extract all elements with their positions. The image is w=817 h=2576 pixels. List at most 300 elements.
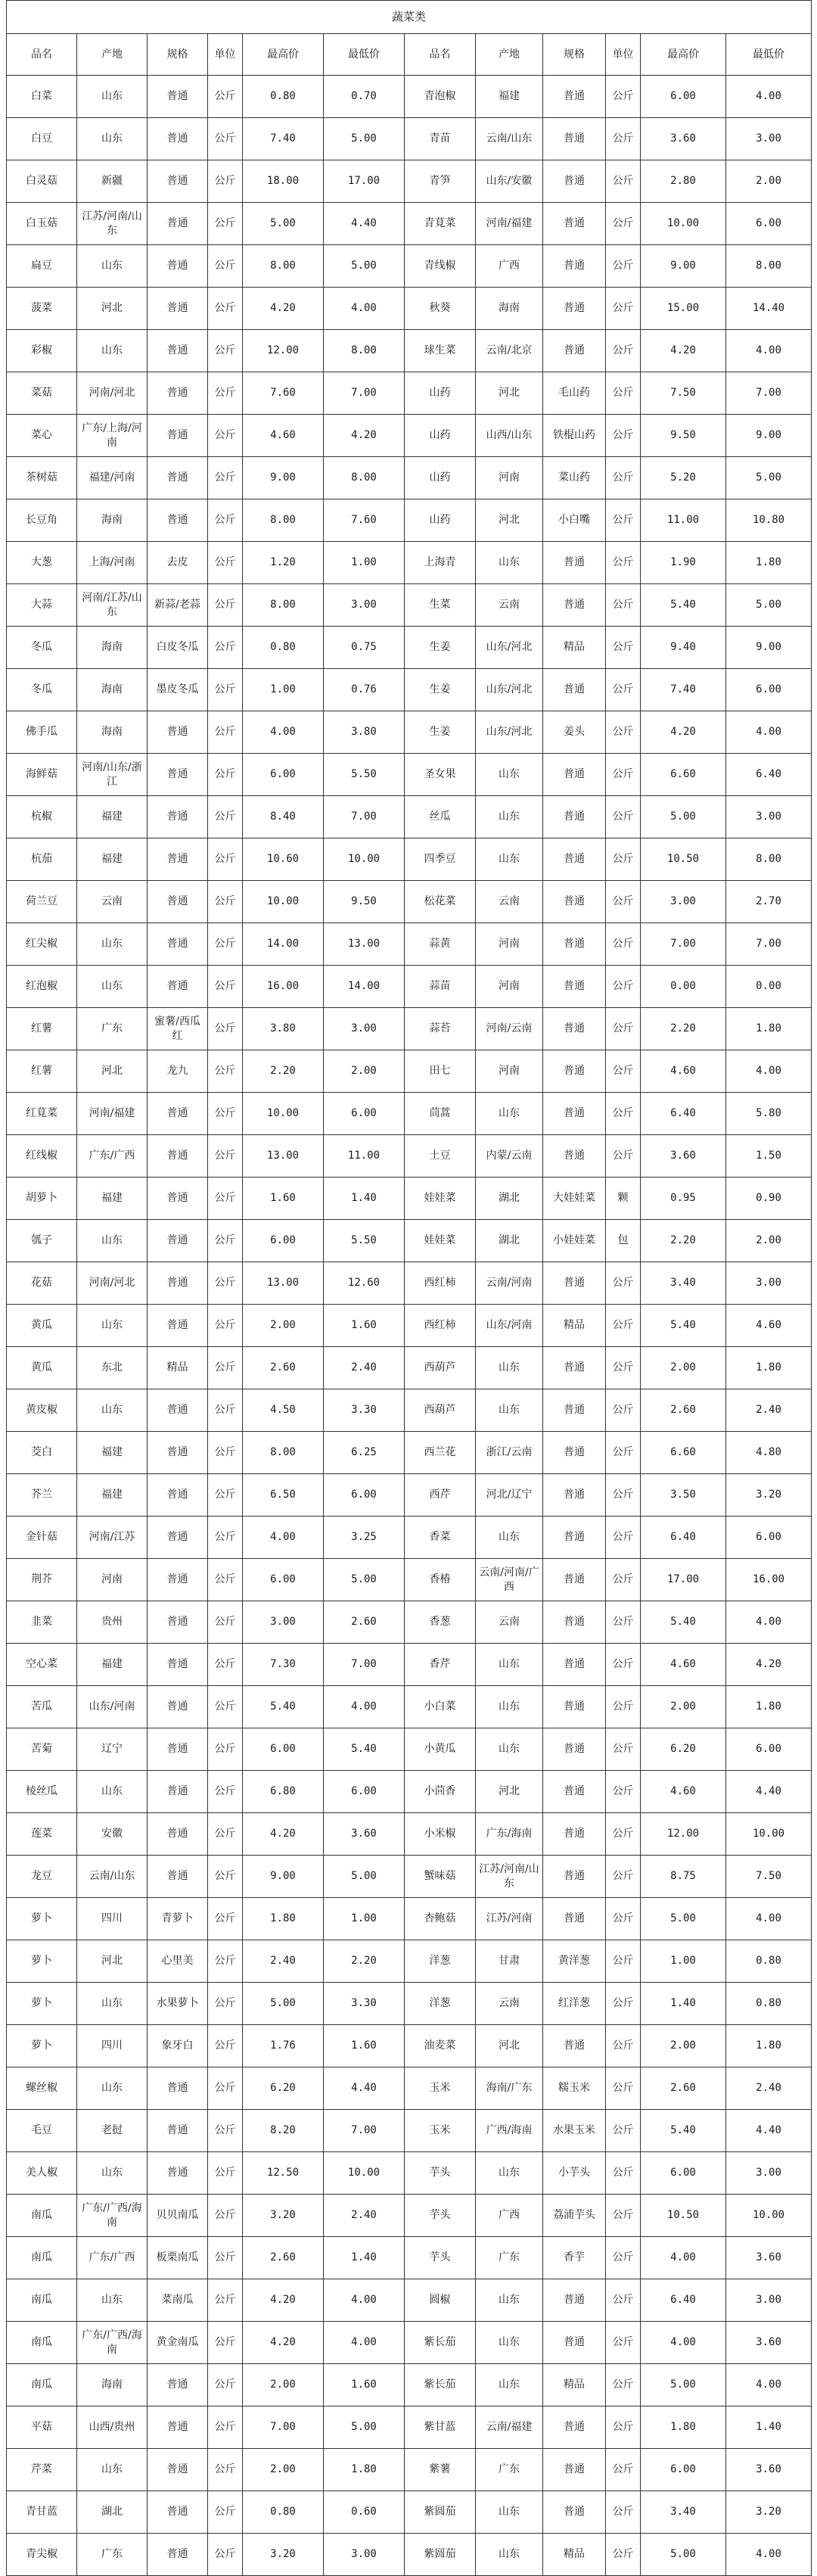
table-row	[7, 372, 812, 415]
cell-unit-left: 公斤	[208, 881, 243, 923]
cell-origin-left: 河南/福建	[77, 1093, 148, 1135]
cell-name-left: 菠菜	[7, 288, 77, 330]
cell-origin-left: 河北	[77, 1050, 148, 1093]
cell-min-price-right: 7.00	[726, 923, 812, 966]
cell-unit-right: 公斤	[606, 2237, 641, 2279]
cell-max-price-left: 0.80	[243, 76, 324, 118]
cell-min-price-right: 3.00	[726, 796, 812, 838]
cell-name-left: 青尖椒	[7, 2534, 77, 2576]
cell-min-price-left: 8.00	[324, 457, 405, 499]
cell-spec-left: 普通	[148, 203, 208, 245]
cell-max-price-left: 3.80	[243, 1008, 324, 1050]
cell-max-price-left: 5.40	[243, 1686, 324, 1728]
table-row	[7, 2025, 812, 2067]
cell-name-right: 玉米	[405, 2110, 476, 2152]
cell-spec-right: 普通	[543, 1771, 606, 1813]
cell-max-price-right: 3.50	[641, 1474, 726, 1517]
cell-min-price-right: 3.00	[726, 1262, 812, 1305]
cell-name-left: 萝卜	[7, 1940, 77, 1983]
cell-origin-right: 山东	[476, 2534, 543, 2576]
table-row	[7, 203, 812, 245]
table-row	[7, 1389, 812, 1432]
cell-unit-right: 公斤	[606, 584, 641, 627]
cell-min-price-right: 5.00	[726, 584, 812, 627]
cell-spec-right: 大娃娃菜	[543, 1178, 606, 1220]
table-row	[7, 923, 812, 966]
table-row	[7, 1262, 812, 1305]
cell-max-price-right: 1.40	[641, 1983, 726, 2025]
cell-name-left: 美人椒	[7, 2152, 77, 2195]
cell-max-price-right: 0.95	[641, 1178, 726, 1220]
cell-max-price-right: 2.00	[641, 1347, 726, 1389]
cell-name-left: 佛手瓜	[7, 711, 77, 754]
cell-unit-right: 颗	[606, 1178, 641, 1220]
cell-spec-left: 普通	[148, 288, 208, 330]
cell-origin-left: 辽宁	[77, 1728, 148, 1771]
cell-min-price-left: 4.00	[324, 1686, 405, 1728]
cell-origin-right: 海南	[476, 288, 543, 330]
cell-name-left: 瓠子	[7, 1220, 77, 1262]
cell-name-right: 紫长茄	[405, 2322, 476, 2364]
cell-spec-left: 普通	[148, 1644, 208, 1686]
cell-name-left: 长豆角	[7, 499, 77, 542]
table-row	[7, 415, 812, 457]
cell-spec-right: 普通	[543, 838, 606, 881]
cell-spec-left: 水果萝卜	[148, 1983, 208, 2025]
table-row	[7, 2110, 812, 2152]
cell-unit-right: 公斤	[606, 203, 641, 245]
cell-spec-left: 普通	[148, 1813, 208, 1856]
cell-name-right: 土豆	[405, 1135, 476, 1178]
cell-min-price-right: 9.00	[726, 627, 812, 669]
cell-unit-left: 公斤	[208, 627, 243, 669]
cell-min-price-right: 6.00	[726, 1517, 812, 1559]
cell-unit-left: 公斤	[208, 1432, 243, 1474]
cell-unit-right: 公斤	[606, 118, 641, 160]
cell-origin-right: 河北	[476, 499, 543, 542]
cell-max-price-left: 13.00	[243, 1135, 324, 1178]
table-row	[7, 2195, 812, 2237]
header-unit-left: 单位	[208, 34, 243, 76]
cell-max-price-right: 11.00	[641, 499, 726, 542]
cell-origin-right: 广西/海南	[476, 2110, 543, 2152]
cell-origin-left: 福建	[77, 796, 148, 838]
cell-max-price-right: 3.00	[641, 881, 726, 923]
cell-max-price-left: 0.80	[243, 627, 324, 669]
cell-max-price-left: 8.00	[243, 1432, 324, 1474]
cell-spec-left: 普通	[148, 1474, 208, 1517]
cell-min-price-right: 2.00	[726, 160, 812, 203]
cell-name-right: 洋葱	[405, 1940, 476, 1983]
cell-unit-left: 公斤	[208, 1728, 243, 1771]
cell-spec-left: 普通	[148, 881, 208, 923]
cell-name-right: 山药	[405, 499, 476, 542]
cell-spec-right: 普通	[543, 966, 606, 1008]
cell-origin-left: 山东	[77, 923, 148, 966]
cell-max-price-left: 4.50	[243, 1389, 324, 1432]
cell-spec-right: 普通	[543, 1135, 606, 1178]
cell-name-right: 西葫芦	[405, 1347, 476, 1389]
cell-unit-left: 公斤	[208, 76, 243, 118]
cell-origin-right: 山东/安徽	[476, 160, 543, 203]
cell-max-price-right: 9.40	[641, 627, 726, 669]
cell-max-price-left: 1.60	[243, 1178, 324, 1220]
cell-spec-right: 精品	[543, 1305, 606, 1347]
cell-name-right: 杏鲍菇	[405, 1898, 476, 1940]
cell-unit-right: 公斤	[606, 1305, 641, 1347]
cell-min-price-left: 1.60	[324, 1305, 405, 1347]
cell-min-price-right: 4.00	[726, 1898, 812, 1940]
cell-origin-right: 山东	[476, 1389, 543, 1432]
table-row	[7, 1728, 812, 1771]
cell-spec-right: 普通	[543, 1432, 606, 1474]
cell-name-right: 娃娃菜	[405, 1220, 476, 1262]
cell-max-price-right: 3.40	[641, 2491, 726, 2534]
cell-unit-right: 包	[606, 1220, 641, 1262]
cell-min-price-right: 0.80	[726, 1940, 812, 1983]
cell-unit-left: 公斤	[208, 2491, 243, 2534]
cell-max-price-left: 6.00	[243, 1728, 324, 1771]
cell-name-right: 香菜	[405, 1517, 476, 1559]
cell-min-price-left: 3.00	[324, 584, 405, 627]
cell-min-price-right: 1.50	[726, 1135, 812, 1178]
cell-min-price-right: 4.00	[726, 1601, 812, 1644]
cell-max-price-left: 3.20	[243, 2195, 324, 2237]
cell-unit-left: 公斤	[208, 330, 243, 372]
cell-unit-left: 公斤	[208, 1262, 243, 1305]
cell-name-right: 芋头	[405, 2195, 476, 2237]
cell-max-price-right: 7.40	[641, 669, 726, 711]
table-row	[7, 1178, 812, 1220]
header-row	[7, 34, 812, 76]
cell-max-price-right: 10.00	[641, 203, 726, 245]
cell-origin-right: 山东/河南	[476, 1305, 543, 1347]
header-name-right: 品名	[405, 34, 476, 76]
cell-max-price-right: 4.00	[641, 2322, 726, 2364]
cell-unit-left: 公斤	[208, 1686, 243, 1728]
cell-spec-left: 菜南瓜	[148, 2279, 208, 2322]
cell-unit-left: 公斤	[208, 542, 243, 584]
cell-origin-left: 湖北	[77, 2491, 148, 2534]
cell-origin-left: 福建	[77, 1178, 148, 1220]
cell-min-price-right: 1.80	[726, 1347, 812, 1389]
cell-min-price-right: 3.60	[726, 2449, 812, 2491]
cell-max-price-right: 1.90	[641, 542, 726, 584]
cell-max-price-left: 12.00	[243, 330, 324, 372]
cell-spec-right: 普通	[543, 1856, 606, 1898]
cell-origin-left: 河南/河北	[77, 1262, 148, 1305]
cell-max-price-right: 2.00	[641, 2025, 726, 2067]
cell-spec-left: 普通	[148, 2152, 208, 2195]
cell-min-price-right: 6.00	[726, 669, 812, 711]
table-row	[7, 1559, 812, 1601]
cell-max-price-right: 6.60	[641, 1432, 726, 1474]
header-max-price-right: 最高价	[641, 34, 726, 76]
cell-unit-right: 公斤	[606, 2110, 641, 2152]
cell-max-price-right: 7.00	[641, 923, 726, 966]
price-sheet	[6, 0, 811, 2576]
cell-spec-left: 普通	[148, 372, 208, 415]
cell-origin-right: 福建	[476, 76, 543, 118]
cell-spec-left: 普通	[148, 796, 208, 838]
cell-spec-left: 普通	[148, 1178, 208, 1220]
cell-origin-right: 江苏/河南	[476, 1898, 543, 1940]
cell-origin-left: 广东/广西/海南	[77, 2195, 148, 2237]
cell-spec-right: 菜山药	[543, 457, 606, 499]
cell-max-price-right: 8.75	[641, 1856, 726, 1898]
cell-spec-right: 普通	[543, 2279, 606, 2322]
cell-spec-right: 普通	[543, 203, 606, 245]
cell-spec-left: 普通	[148, 1771, 208, 1813]
cell-max-price-left: 9.00	[243, 457, 324, 499]
cell-max-price-left: 8.00	[243, 584, 324, 627]
cell-min-price-right: 3.00	[726, 2152, 812, 2195]
cell-origin-left: 云南/山东	[77, 1856, 148, 1898]
cell-min-price-left: 10.00	[324, 838, 405, 881]
cell-min-price-right: 6.00	[726, 1728, 812, 1771]
cell-spec-right: 普通	[543, 1093, 606, 1135]
cell-min-price-right: 2.00	[726, 1220, 812, 1262]
cell-min-price-right: 3.20	[726, 2491, 812, 2534]
cell-name-right: 香葱	[405, 1601, 476, 1644]
cell-min-price-right: 2.40	[726, 2067, 812, 2110]
cell-unit-left: 公斤	[208, 1644, 243, 1686]
cell-unit-right: 公斤	[606, 1940, 641, 1983]
cell-unit-right: 公斤	[606, 1559, 641, 1601]
cell-spec-right: 普通	[543, 796, 606, 838]
table-row	[7, 2279, 812, 2322]
cell-origin-left: 山东	[77, 118, 148, 160]
cell-unit-right: 公斤	[606, 881, 641, 923]
cell-name-left: 黄瓜	[7, 1305, 77, 1347]
cell-name-right: 生姜	[405, 669, 476, 711]
cell-name-right: 芋头	[405, 2237, 476, 2279]
cell-max-price-left: 6.50	[243, 1474, 324, 1517]
cell-origin-left: 山西/贵州	[77, 2406, 148, 2449]
cell-spec-right: 普通	[543, 1686, 606, 1728]
cell-min-price-left: 7.60	[324, 499, 405, 542]
cell-origin-left: 四川	[77, 1898, 148, 1940]
cell-origin-left: 广东/上海/河南	[77, 415, 148, 457]
cell-min-price-left: 0.70	[324, 76, 405, 118]
cell-min-price-right: 8.00	[726, 245, 812, 288]
cell-unit-left: 公斤	[208, 2067, 243, 2110]
cell-min-price-left: 1.00	[324, 1898, 405, 1940]
cell-name-left: 杭椒	[7, 796, 77, 838]
header-min-price-right: 最低价	[726, 34, 812, 76]
cell-name-left: 扁豆	[7, 245, 77, 288]
cell-origin-left: 福建	[77, 1644, 148, 1686]
cell-min-price-right: 4.00	[726, 330, 812, 372]
cell-unit-left: 公斤	[208, 2449, 243, 2491]
cell-min-price-right: 3.00	[726, 2279, 812, 2322]
cell-max-price-left: 2.00	[243, 1305, 324, 1347]
cell-spec-left: 贝贝南瓜	[148, 2195, 208, 2237]
cell-name-left: 大葱	[7, 542, 77, 584]
cell-name-right: 娃娃菜	[405, 1178, 476, 1220]
cell-min-price-right: 10.80	[726, 499, 812, 542]
cell-spec-left: 普通	[148, 966, 208, 1008]
header-origin-right: 产地	[476, 34, 543, 76]
cell-name-right: 紫圆茄	[405, 2491, 476, 2534]
cell-name-left: 莲菜	[7, 1813, 77, 1856]
cell-unit-left: 公斤	[208, 584, 243, 627]
cell-spec-right: 精品	[543, 2534, 606, 2576]
cell-max-price-left: 5.00	[243, 203, 324, 245]
cell-spec-right: 普通	[543, 542, 606, 584]
cell-name-left: 南瓜	[7, 2364, 77, 2406]
cell-unit-right: 公斤	[606, 1983, 641, 2025]
cell-origin-left: 河南/江苏/山东	[77, 584, 148, 627]
cell-name-left: 萝卜	[7, 1898, 77, 1940]
cell-origin-right: 山东	[476, 2322, 543, 2364]
cell-min-price-left: 12.60	[324, 1262, 405, 1305]
cell-spec-left: 普通	[148, 923, 208, 966]
cell-name-right: 西芹	[405, 1474, 476, 1517]
cell-origin-right: 浙江/云南	[476, 1432, 543, 1474]
table-row	[7, 2491, 812, 2534]
cell-origin-right: 广东	[476, 2449, 543, 2491]
cell-min-price-right: 0.80	[726, 1983, 812, 2025]
cell-name-left: 菜菇	[7, 372, 77, 415]
header-min-price-left: 最低价	[324, 34, 405, 76]
cell-name-left: 白豆	[7, 118, 77, 160]
cell-min-price-left: 4.40	[324, 203, 405, 245]
cell-origin-left: 河北	[77, 1940, 148, 1983]
cell-max-price-left: 6.00	[243, 1559, 324, 1601]
cell-min-price-left: 8.00	[324, 330, 405, 372]
table-row	[7, 160, 812, 203]
cell-max-price-left: 4.20	[243, 2322, 324, 2364]
cell-unit-right: 公斤	[606, 796, 641, 838]
cell-max-price-right: 2.80	[641, 160, 726, 203]
table-row	[7, 2406, 812, 2449]
cell-max-price-right: 4.00	[641, 2237, 726, 2279]
cell-spec-left: 普通	[148, 1135, 208, 1178]
cell-origin-right: 山东	[476, 542, 543, 584]
cell-min-price-left: 7.00	[324, 2110, 405, 2152]
cell-min-price-left: 7.00	[324, 1644, 405, 1686]
cell-unit-right: 公斤	[606, 838, 641, 881]
cell-min-price-left: 7.00	[324, 372, 405, 415]
table-row	[7, 711, 812, 754]
cell-name-right: 西红柿	[405, 1305, 476, 1347]
cell-spec-left: 心里美	[148, 1940, 208, 1983]
cell-min-price-left: 5.00	[324, 118, 405, 160]
cell-spec-right: 普通	[543, 1517, 606, 1559]
cell-spec-right: 小芋头	[543, 2152, 606, 2195]
cell-name-right: 蒜苔	[405, 1008, 476, 1050]
cell-name-left: 红莧菜	[7, 1093, 77, 1135]
cell-unit-right: 公斤	[606, 2364, 641, 2406]
cell-min-price-left: 4.00	[324, 2279, 405, 2322]
cell-origin-right: 山东	[476, 796, 543, 838]
cell-unit-left: 公斤	[208, 160, 243, 203]
cell-unit-left: 公斤	[208, 1220, 243, 1262]
cell-max-price-right: 5.00	[641, 1898, 726, 1940]
cell-unit-left: 公斤	[208, 796, 243, 838]
cell-unit-left: 公斤	[208, 372, 243, 415]
cell-max-price-left: 18.00	[243, 160, 324, 203]
cell-origin-right: 山东	[476, 1093, 543, 1135]
cell-min-price-right: 1.80	[726, 1686, 812, 1728]
cell-name-left: 苦菊	[7, 1728, 77, 1771]
cell-min-price-left: 5.40	[324, 1728, 405, 1771]
cell-max-price-left: 7.30	[243, 1644, 324, 1686]
cell-name-left: 菜心	[7, 415, 77, 457]
cell-name-right: 紫甘蓝	[405, 2406, 476, 2449]
cell-name-left: 平菇	[7, 2406, 77, 2449]
cell-origin-left: 山东	[77, 2279, 148, 2322]
cell-max-price-right: 6.00	[641, 76, 726, 118]
cell-origin-right: 山东	[476, 754, 543, 796]
table-row	[7, 1474, 812, 1517]
cell-name-left: 空心菜	[7, 1644, 77, 1686]
cell-spec-right: 水果玉米	[543, 2110, 606, 2152]
cell-unit-right: 公斤	[606, 2322, 641, 2364]
cell-origin-right: 山东	[476, 1686, 543, 1728]
cell-origin-left: 山东	[77, 1389, 148, 1432]
cell-min-price-left: 2.40	[324, 2195, 405, 2237]
cell-max-price-right: 6.40	[641, 1517, 726, 1559]
cell-min-price-right: 1.80	[726, 542, 812, 584]
cell-unit-right: 公斤	[606, 2449, 641, 2491]
cell-spec-right: 小娃娃菜	[543, 1220, 606, 1262]
cell-spec-left: 普通	[148, 1517, 208, 1559]
header-spec-left: 规格	[148, 34, 208, 76]
cell-origin-right: 广东	[476, 2237, 543, 2279]
cell-spec-right: 普通	[543, 2491, 606, 2534]
cell-name-left: 黄瓜	[7, 1347, 77, 1389]
cell-max-price-right: 9.00	[641, 245, 726, 288]
cell-spec-right: 普通	[543, 288, 606, 330]
cell-min-price-right: 8.00	[726, 838, 812, 881]
cell-min-price-left: 2.20	[324, 1940, 405, 1983]
table-row	[7, 1050, 812, 1093]
cell-min-price-left: 5.00	[324, 1559, 405, 1601]
cell-spec-left: 普通	[148, 711, 208, 754]
cell-max-price-left: 8.40	[243, 796, 324, 838]
cell-unit-left: 公斤	[208, 2237, 243, 2279]
cell-unit-right: 公斤	[606, 1474, 641, 1517]
cell-max-price-right: 2.60	[641, 1389, 726, 1432]
cell-name-right: 油麦菜	[405, 2025, 476, 2067]
cell-min-price-left: 4.00	[324, 2322, 405, 2364]
table-row	[7, 499, 812, 542]
cell-unit-right: 公斤	[606, 457, 641, 499]
cell-unit-left: 公斤	[208, 711, 243, 754]
cell-max-price-right: 6.40	[641, 1093, 726, 1135]
cell-unit-left: 公斤	[208, 2025, 243, 2067]
cell-min-price-left: 0.75	[324, 627, 405, 669]
cell-min-price-left: 5.00	[324, 1856, 405, 1898]
cell-max-price-right: 4.60	[641, 1050, 726, 1093]
table-row	[7, 1093, 812, 1135]
header-spec-right: 规格	[543, 34, 606, 76]
cell-max-price-left: 2.40	[243, 1940, 324, 1983]
cell-max-price-left: 6.00	[243, 754, 324, 796]
cell-origin-left: 广东	[77, 2534, 148, 2576]
cell-name-right: 紫薯	[405, 2449, 476, 2491]
cell-min-price-left: 5.00	[324, 245, 405, 288]
cell-unit-right: 公斤	[606, 1347, 641, 1389]
cell-unit-left: 公斤	[208, 1093, 243, 1135]
cell-spec-left: 黄金南瓜	[148, 2322, 208, 2364]
cell-min-price-left: 3.60	[324, 1813, 405, 1856]
cell-unit-right: 公斤	[606, 1601, 641, 1644]
cell-max-price-right: 5.00	[641, 796, 726, 838]
cell-min-price-left: 1.60	[324, 2364, 405, 2406]
